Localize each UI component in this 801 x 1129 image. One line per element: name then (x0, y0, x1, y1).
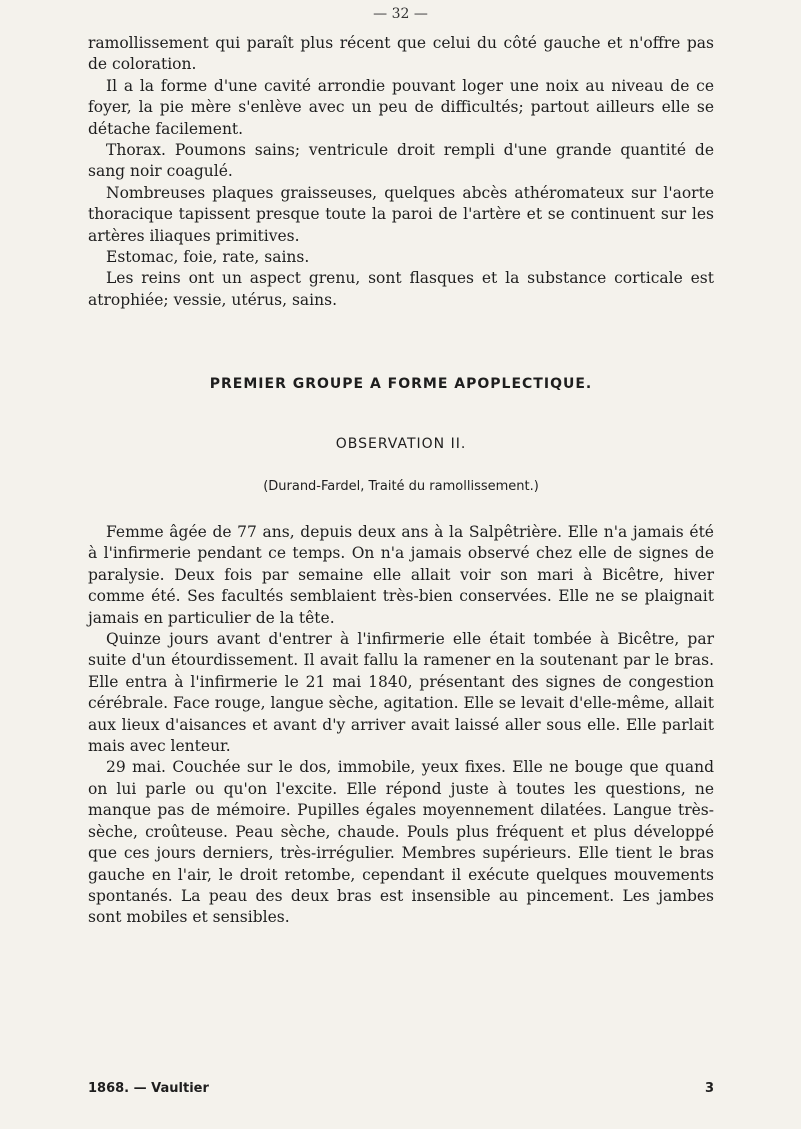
printer-line: 1868. — Vaultier (88, 1081, 209, 1096)
source-citation: (Durand-Fardel, Traité du ramollissement.) (263, 479, 539, 494)
signature-mark: 3 (704, 1081, 714, 1096)
paragraph: Femme âgée de 77 ans, depuis deux ans à la Salpêtrière. Elle n'a jamais été à l'infirmerie pendant ce temps. On n'a jamais observé chez elle de signes de paralysie. Deux fois par semaine elle allait voir son mari à Bicêtre, hiver comme été. Ses facultés semblaient très-bien conservées. Elle ne se plaignait jamais en particulier de la tête. (88, 523, 714, 627)
paragraph: Les reins ont un aspect grenu, sont flasques et la substance corticale est atrophiée; vessie, utérus, sains. (88, 269, 714, 309)
section-title: PREMIER GROUPE A FORME APOPLECTIQUE. (209, 376, 593, 392)
page-number: — 32 — (373, 6, 428, 22)
observation-text (88, 522, 714, 929)
paragraph: Estomac, foie, rate, sains. (106, 248, 310, 267)
paragraph: Nombreuses plaques graisseuses, quelques abcès athéromateux sur l'aorte thoracique tapissent presque toute la paroi de l'artère et se continuent sur les artères iliaques primitives. (88, 183, 714, 245)
paragraph: 29 mai. Couchée sur le dos, immobile, yeux fixes. Elle ne bouge que quand on lui parle ou qu'on l'excite. Elle répond juste à toutes les questions, ne manque pas de mémoire. Pupilles égales moyennement dilatées. Langue très-sèche, croûteuse. Peau sèche, chaude. Pouls plus fréquent et plus développé que ces jours derniers, très-irrégulier. Membres supérieurs. Elle tient le bras gauche en l'air, le droit retombe, cependant il exécute quelques mouvements spontanés. La peau des deux bras est insensible au pincement. Les jambes sont mobiles et sensibles. (88, 758, 714, 927)
observation-title: OBSERVATION II. (335, 436, 467, 452)
paragraph: Thorax. Poumons sains; ventricule droit rempli d'une grande quantité de sang noir coagulé. (88, 141, 714, 181)
paragraph: Il a la forme d'une cavité arrondie pouvant loger une noix au niveau de ce foyer, la pie mère s'enlève avec un peu de difficultés; partout ailleurs elle se détache facilement. (88, 76, 714, 138)
intro-text (88, 33, 714, 311)
paragraph: Quinze jours avant d'entrer à l'infirmerie elle était tombée à Bicêtre, par suite d'un étourdissement. Il avait fallu la ramener en la soutenant par le bras. Elle entra à l'infirmerie le 21 mai 1840, présentant des signes de congestion cérébrale. Face rouge, langue sèche, agitation. Elle se levait d'elle-même, allait aux lieux d'aisances et avant d'y arriver avait laissé aller sous elle. Elle parlait mais avec lenteur. (88, 630, 714, 756)
page-footer (88, 1081, 714, 1096)
paragraph: ramollissement qui paraît plus récent que celui du côté gauche et n'offre pas de coloration. (88, 34, 714, 74)
